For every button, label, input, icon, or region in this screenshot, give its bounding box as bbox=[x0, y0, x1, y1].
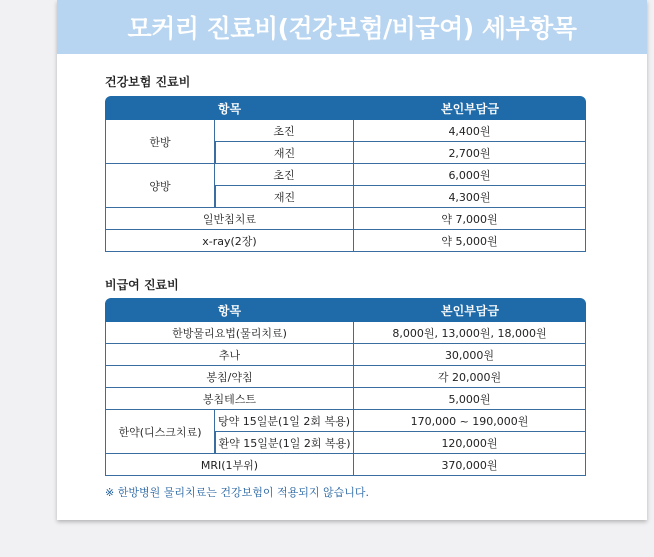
uninsured-section-title: 비급여 진료비 bbox=[105, 278, 179, 292]
row-sub: 탕약 15일분(1일 2회 복용) bbox=[215, 410, 354, 432]
row-value: 약 5,000원 bbox=[354, 230, 586, 252]
page-title: 모커리 진료비(건강보험/비급여) 세부항목 bbox=[127, 14, 577, 43]
row-value: 4,400원 bbox=[354, 120, 586, 142]
row-sub: 환약 15일분(1일 2회 복용) bbox=[215, 432, 354, 454]
header-copay: 본인부담금 bbox=[354, 96, 586, 120]
table-header-row bbox=[105, 298, 586, 322]
insured-section-title: 건강보험 진료비 bbox=[105, 75, 191, 89]
header-item: 항목 bbox=[105, 96, 354, 120]
row-value: 각 20,000원 bbox=[354, 366, 586, 388]
row-value: 170,000 ~ 190,000원 bbox=[354, 410, 586, 432]
header-item: 항목 bbox=[105, 298, 354, 322]
row-sub: 재진 bbox=[215, 142, 354, 164]
row-value: 370,000원 bbox=[354, 454, 586, 476]
row-label: 추나 bbox=[105, 344, 354, 366]
row-value: 4,300원 bbox=[354, 186, 586, 208]
row-value: 약 7,000원 bbox=[354, 208, 586, 230]
table-row bbox=[105, 388, 586, 410]
row-sub: 초진 bbox=[215, 164, 354, 186]
table-header-row bbox=[105, 96, 586, 120]
table-row bbox=[105, 208, 586, 230]
row-label: 봉침테스트 bbox=[105, 388, 354, 410]
row-label: 일반침치료 bbox=[105, 208, 354, 230]
table-row bbox=[105, 344, 586, 366]
header-copay: 본인부담금 bbox=[354, 298, 586, 322]
row-value: 5,000원 bbox=[354, 388, 586, 410]
footnote: ※ 한방병원 물리치료는 건강보험이 적용되지 않습니다. bbox=[105, 486, 369, 499]
table-row bbox=[105, 322, 586, 344]
row-label: 한방물리요법(물리치료) bbox=[105, 322, 354, 344]
group-label-western: 양방 bbox=[105, 164, 215, 208]
row-value: 30,000원 bbox=[354, 344, 586, 366]
row-value: 2,700원 bbox=[354, 142, 586, 164]
uninsured-fee-table bbox=[105, 298, 586, 476]
group-label-oriental: 한방 bbox=[105, 120, 215, 164]
group-label-herbal: 한약(디스크치료) bbox=[105, 410, 215, 454]
row-sub: 재진 bbox=[215, 186, 354, 208]
table-row bbox=[105, 120, 586, 142]
table-row bbox=[105, 230, 586, 252]
row-value: 8,000원, 13,000원, 18,000원 bbox=[354, 322, 586, 344]
table-row bbox=[105, 164, 586, 186]
insured-fee-table bbox=[105, 96, 586, 252]
row-label: MRI(1부위) bbox=[105, 454, 354, 476]
page-title-banner bbox=[57, 0, 647, 54]
row-value: 6,000원 bbox=[354, 164, 586, 186]
row-label: x-ray(2장) bbox=[105, 230, 354, 252]
table-row bbox=[105, 454, 586, 476]
content-card bbox=[57, 0, 647, 520]
table-row bbox=[105, 410, 586, 432]
row-label: 봉침/약침 bbox=[105, 366, 354, 388]
table-row bbox=[105, 366, 586, 388]
row-value: 120,000원 bbox=[354, 432, 586, 454]
row-sub: 초진 bbox=[215, 120, 354, 142]
